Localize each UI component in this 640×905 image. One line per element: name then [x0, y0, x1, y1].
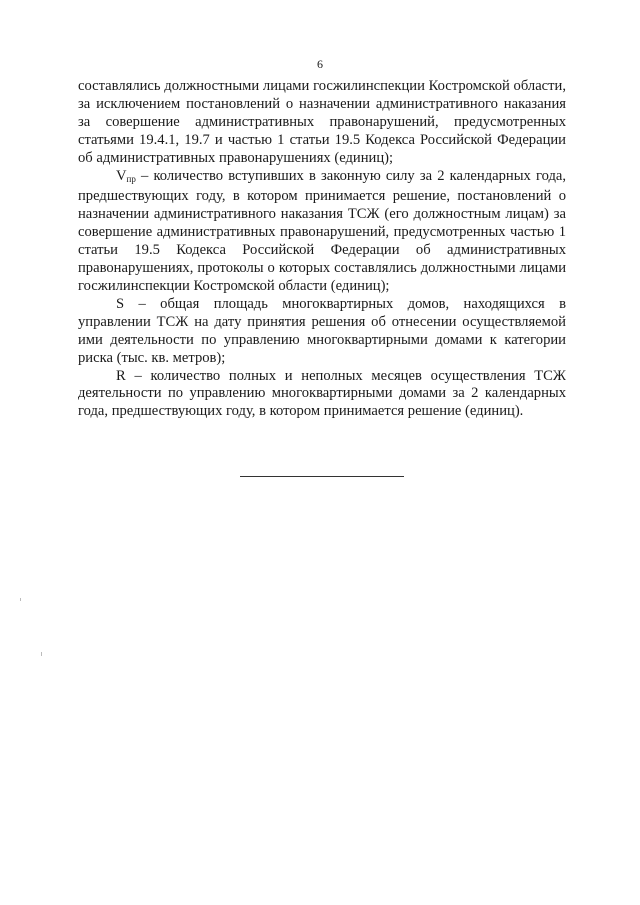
page-number: 6	[317, 57, 323, 71]
paragraph-v-definition	[78, 168, 566, 296]
end-of-text-rule	[240, 476, 404, 477]
variable-subscript: пр	[126, 173, 136, 184]
paragraph-continuation: составлялись должностными лицами госжилинспекции Костромской области, за исключением постановлений о назначении административного наказания за совершение административных правонарушений, предусмотренных статьями 19.4.1, 19.7 и частью 1 статьи 19.5 Кодекса Российской Федерации об административных правонарушениях (единиц);	[78, 78, 566, 166]
scan-speck	[20, 598, 21, 601]
scan-speck	[41, 652, 42, 656]
paragraph-r-definition: R – количество полных и неполных месяцев осуществления ТСЖ деятельности по управлению многоквартирными домами за 2 календарных года, предшествующих году, в котором принимается решение (единиц).	[78, 367, 566, 420]
variable-definition: – количество вступивших в законную силу за 2 календарных года, предшествующих году, в котором принимается решение, постановлений о назначении административного наказания ТСЖ (его должностным лицам) за совершение административных правонарушений, предусмотренных частью 1 статьи 19.5 Кодекса Российской Федерации об административных правонарушениях, протоколы о которых составлялись должностными лицами госжилинспекции Костромской области (единиц);	[78, 167, 566, 294]
paragraph-s-definition: S – общая площадь многоквартирных домов, находящихся в управлении ТСЖ на дату принятия решения об отнесении осуществляемой ими деятельности по управлению многоквартирными домами к категории риска (тыс. кв. метров);	[78, 295, 566, 366]
variable-symbol: V	[116, 167, 127, 184]
body-text	[78, 78, 566, 421]
